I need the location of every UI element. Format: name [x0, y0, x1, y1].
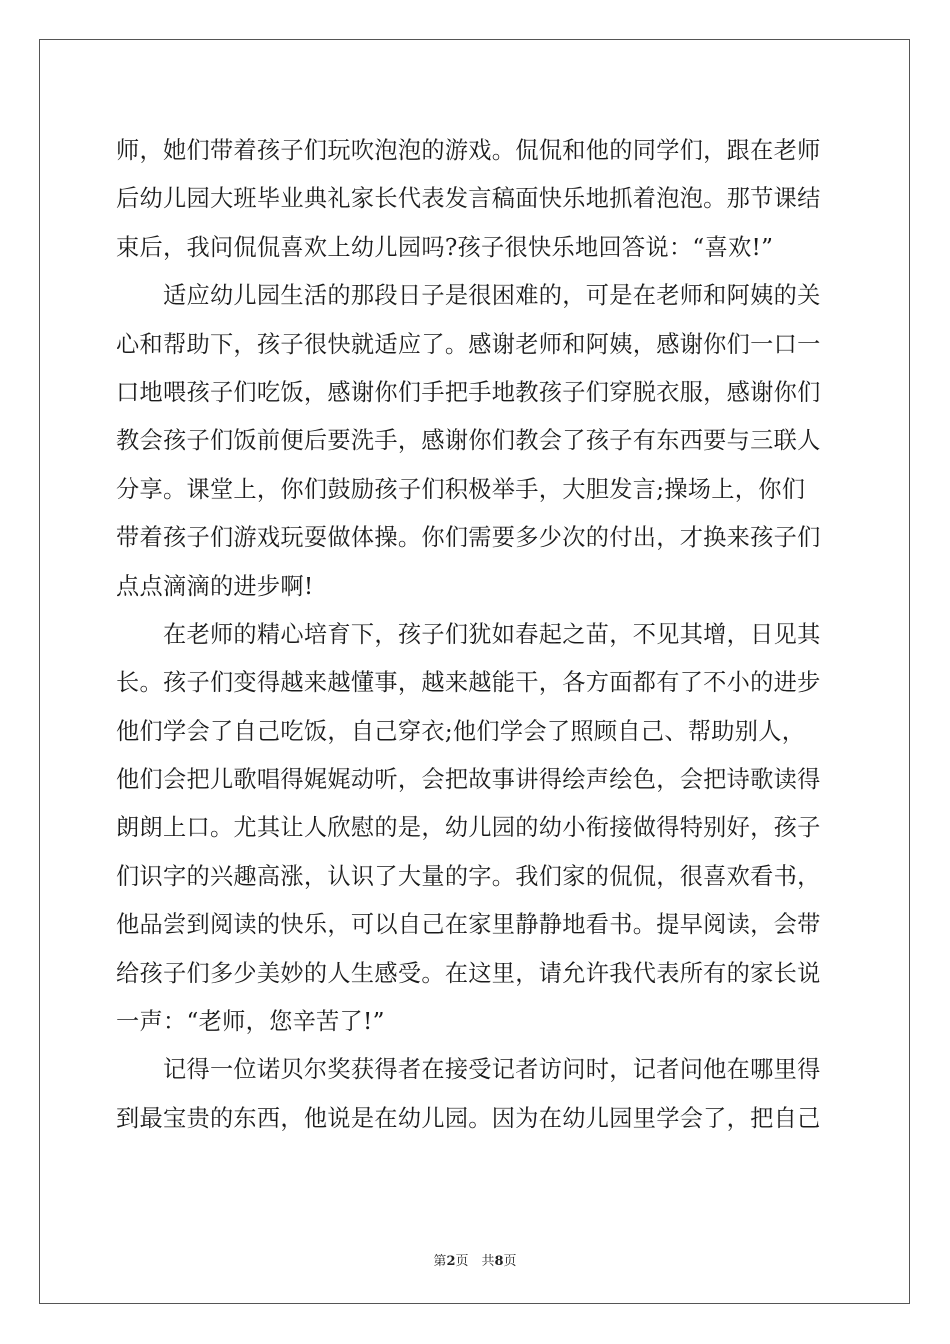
text-line: 他们会把儿歌唱得娓娓动听，会把故事讲得绘声绘色，会把诗歌读得 — [116, 766, 821, 794]
text-line: 束后，我问侃侃喜欢上幼儿园吗?孩子很快乐地回答说：“喜欢!” — [116, 233, 774, 261]
paragraph-4 — [116, 1046, 836, 1143]
paragraph-2 — [116, 272, 836, 611]
text-line: 们识字的兴趣高涨，认识了大量的字。我们家的侃侃，很喜欢看书， — [116, 862, 821, 890]
total-pages-number: 8 — [494, 1254, 504, 1269]
text-line: 点点滴滴的进步啊! — [116, 572, 314, 600]
text-line: 分享。课堂上，你们鼓励孩子们积极举手，大胆发言;操场上，你们 — [116, 475, 806, 503]
text-line: 教会孩子们饭前便后要洗手，感谢你们教会了孩子有东西要与三联人 — [116, 427, 821, 455]
text-line: 他品尝到阅读的快乐，可以自己在家里静静地看书。提早阅读，会带 — [116, 911, 821, 939]
text-line: 带着孩子们游戏玩耍做体操。你们需要多少次的付出，才换来孩子们 — [116, 524, 821, 552]
footer-prefix: 第 — [433, 1254, 447, 1269]
text-line: 长。孩子们变得越来越懂事，越来越能干，各方面都有了不小的进步 — [116, 669, 821, 697]
paragraph-1 — [116, 127, 836, 272]
text-line: 后幼儿园大班毕业典礼家长代表发言稿面快乐地抓着泡泡。那节课结 — [116, 185, 821, 213]
text-line: 在老师的精心培育下，孩子们犹如春起之苗，不见其增，日见其 — [116, 620, 821, 648]
text-line: 心和帮助下，孩子很快就适应了。感谢老师和阿姨，感谢你们一口一 — [116, 330, 821, 358]
text-line: 适应幼儿园生活的那段日子是很困难的，可是在老师和阿姨的关 — [116, 282, 821, 310]
paragraph-3 — [116, 611, 836, 1047]
page-footer — [0, 1250, 950, 1269]
text-line: 给孩子们多少美妙的人生感受。在这里，请允许我代表所有的家长说 — [116, 959, 821, 987]
text-line: 他们学会了自己吃饭，自己穿衣;他们学会了照顾自己、帮助别人， — [116, 717, 806, 745]
text-line: 朗朗上口。尤其让人欣慰的是，幼儿园的幼小衔接做得特别好，孩子 — [116, 814, 821, 842]
text-line: 师，她们带着孩子们玩吹泡泡的游戏。侃侃和他的同学们，跟在老师 — [116, 137, 821, 164]
document-body — [116, 127, 836, 1143]
footer-suffix: 页 — [503, 1254, 517, 1269]
text-line: 到最宝贵的东西，他说是在幼儿园。因为在幼儿园里学会了，把自己 — [116, 1104, 821, 1132]
footer-middle: 页 共 — [455, 1254, 495, 1269]
text-line: 记得一位诺贝尔奖获得者在接受记者访问时，记者问他在哪里得 — [116, 1056, 821, 1084]
text-line: 一声：“老师，您辛苦了!” — [116, 1008, 385, 1036]
text-line: 口地喂孩子们吃饭，感谢你们手把手地教孩子们穿脱衣服，感谢你们 — [116, 378, 821, 406]
current-page-number: 2 — [446, 1254, 456, 1269]
